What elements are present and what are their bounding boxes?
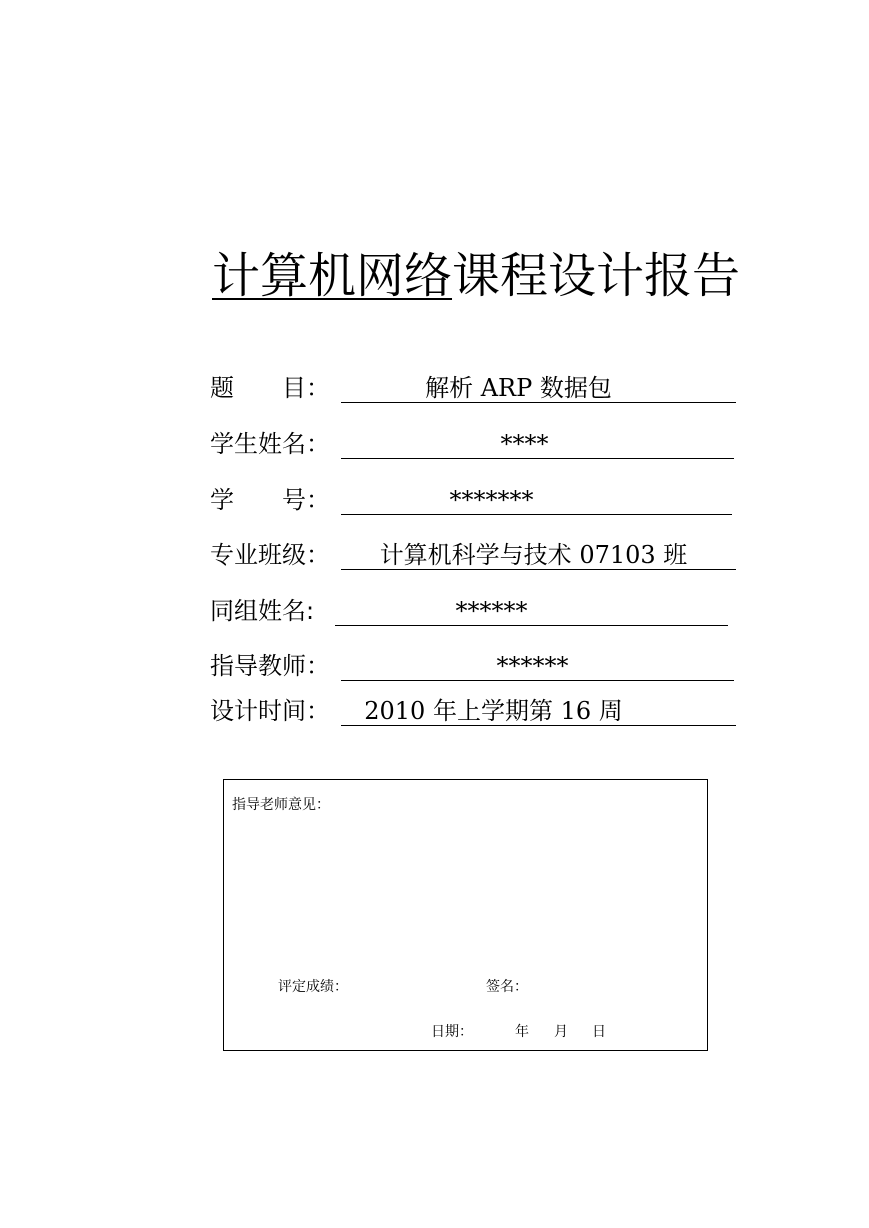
field-value: 计算机科学与技术 07103 班 (379, 541, 688, 569)
field-label: 学 号： (210, 486, 330, 514)
field-label: 题 目： (210, 374, 330, 402)
field-value-line (341, 484, 732, 515)
field-label: 指导教师： (210, 652, 330, 680)
field-value: ******* (449, 486, 534, 514)
field-label: 学生姓名： (210, 430, 330, 458)
field-value-line (341, 428, 734, 459)
field-value: **** (500, 430, 549, 458)
field-value-line (335, 595, 728, 626)
report-title (212, 244, 772, 308)
field-value-line (341, 695, 736, 726)
field-value: ****** (455, 597, 528, 625)
field-label: 专业班级： (210, 541, 330, 569)
field-value-line (341, 650, 734, 681)
title-underlined-part: 计算机网络 (212, 248, 453, 304)
date-month: 月 (554, 1024, 568, 1040)
opinion-heading: 指导老师意见： (232, 797, 330, 813)
advisor-opinion-box (223, 779, 708, 1051)
field-value: 2010 年上学期第 16 周 (364, 697, 623, 725)
field-label: 设计时间： (210, 697, 330, 725)
field-value: ****** (496, 652, 569, 680)
field-value-line (341, 539, 736, 570)
field-value-line (341, 372, 736, 403)
field-label: 同组姓名: (210, 597, 315, 625)
date-day: 日 (592, 1024, 606, 1040)
field-value: 解析 ARP 数据包 (425, 374, 612, 402)
signature-label: 签名： (486, 979, 528, 995)
grade-label: 评定成绩： (278, 979, 348, 995)
date-label: 日期： (431, 1024, 473, 1040)
title-rest-part: 课程设计报告 (452, 248, 741, 304)
date-year: 年 (515, 1024, 529, 1040)
